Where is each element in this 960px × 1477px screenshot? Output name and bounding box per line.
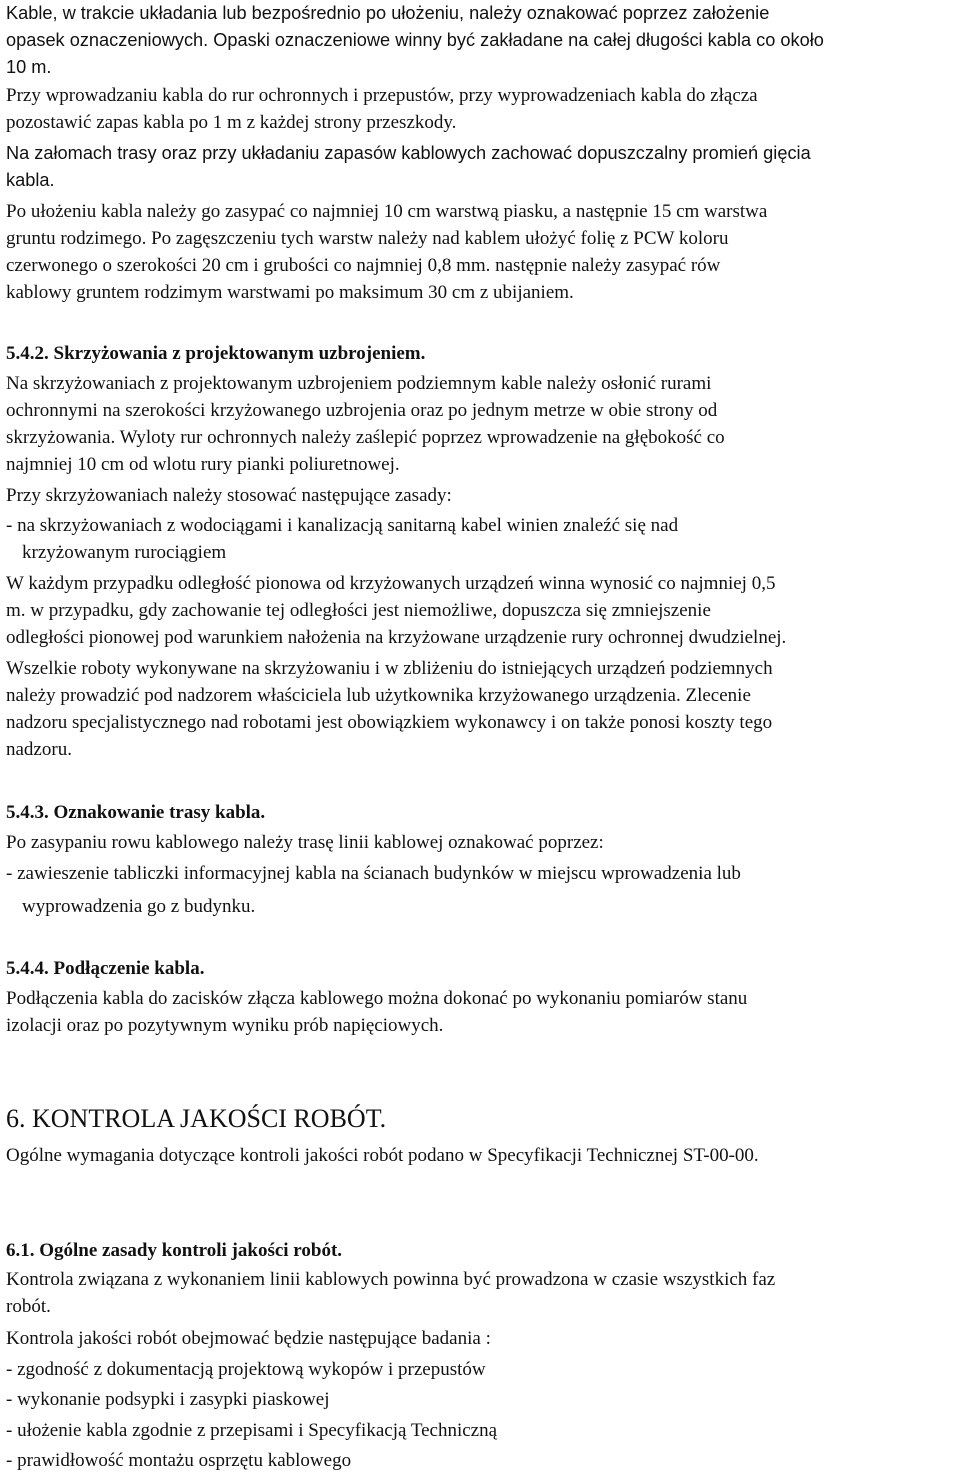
section-heading: 6.1. Ogólne zasady kontroli jakości robót. (6, 1240, 343, 1261)
list-item: - ułożenie kabla zgodnie z przepisami i Specyfikacją Techniczną (6, 1420, 498, 1441)
list-item: - prawidłowość montażu osprzętu kablowego (6, 1450, 352, 1471)
paragraph-line: należy prowadzić pod nadzorem właściciela lub użytkownika krzyżowanego urządzenia. Zlecenie (6, 685, 751, 706)
chapter-heading: 6. KONTROLA JAKOŚCI ROBÓT. (6, 1104, 387, 1133)
list-item: - wykonanie podsypki i zasypki piaskowej (6, 1389, 330, 1410)
paragraph-line: Przy skrzyżowaniach należy stosować następujące zasady: (6, 485, 452, 506)
list-item-continuation: krzyżowanym rurociągiem (22, 542, 227, 563)
paragraph-line: izolacji oraz po pozytywnym wyniku prób napięciowych. (6, 1015, 444, 1036)
paragraph-line: Po zasypaniu rowu kablowego należy trasę linii kablowej oznakować poprzez: (6, 832, 604, 853)
paragraph-line: skrzyżowania. Wyloty rur ochronnych należy zaślepić poprzez wprowadzenie na głębokość co (6, 427, 725, 448)
paragraph-line: gruntu rodzimego. Po zagęszczeniu tych warstw należy nad kablem ułożyć folię z PCW koloru (6, 228, 729, 249)
paragraph-line: 10 m. (6, 57, 52, 77)
paragraph-line: nadzoru. (6, 739, 72, 760)
paragraph-line: ochronnymi na szerokości krzyżowanego uzbrojenia oraz po jednym metrze w obie strony od (6, 400, 718, 421)
paragraph-line: opasek oznaczeniowych. Opaski oznaczeniowe winny być zakładane na całej długości kabla co około (6, 30, 824, 50)
list-item: - zgodność z dokumentacją projektową wykopów i przepustów (6, 1359, 486, 1380)
paragraph-line: odległości pionowej pod warunkiem nałożenia na krzyżowane urządzenie rury ochronnej dwudzielnej. (6, 627, 787, 648)
section-heading: 5.4.3. Oznakowanie trasy kabla. (6, 802, 266, 823)
paragraph-line: Kontrola związana z wykonaniem linii kablowych powinna być prowadzona w czasie wszystkich faz (6, 1269, 776, 1290)
paragraph-line: Podłączenia kabla do zacisków złącza kablowego można dokonać po wykonaniu pomiarów stanu (6, 988, 748, 1009)
paragraph-line: m. w przypadku, gdy zachowanie tej odległości jest niemożliwe, dopuszcza się zmniejszenie (6, 600, 711, 621)
paragraph-line: Wszelkie roboty wykonywane na skrzyżowaniu i w zbliżeniu do istniejących urządzeń podziemnych (6, 658, 773, 679)
section-heading: 5.4.4. Podłączenie kabla. (6, 958, 205, 979)
paragraph-line: Kable, w trakcie układania lub bezpośrednio po ułożeniu, należy oznakować poprzez założenie (6, 3, 770, 23)
paragraph-line: Na załomach trasy oraz przy układaniu zapasów kablowych zachować dopuszczalny promień gięcia (6, 143, 811, 163)
paragraph-line: robót. (6, 1296, 51, 1317)
list-item-continuation: wyprowadzenia go z budynku. (22, 896, 256, 917)
list-item: - na skrzyżowaniach z wodociągami i kanalizacją sanitarną kabel winien znaleźć się nad (6, 515, 679, 536)
paragraph-line: Na skrzyżowaniach z projektowanym uzbrojeniem podziemnym kable należy osłonić rurami (6, 373, 712, 394)
paragraph-line: pozostawić zapas kabla po 1 m z każdej strony przeszkody. (6, 112, 457, 133)
paragraph-line: nadzoru specjalistycznego nad robotami jest obowiązkiem wykonawcy i on także ponosi koszty tego (6, 712, 773, 733)
paragraph-line: Przy wprowadzaniu kabla do rur ochronnych i przepustów, przy wyprowadzeniach kabla do złącza (6, 85, 758, 106)
paragraph-line: czerwonego o szerokości 20 cm i grubości co najmniej 0,8 mm. następnie należy zasypać rów (6, 255, 721, 276)
paragraph-line: Kontrola jakości robót obejmować będzie następujące badania : (6, 1328, 491, 1349)
section-heading: 5.4.2. Skrzyżowania z projektowanym uzbrojeniem. (6, 343, 426, 364)
paragraph-line: Ogólne wymagania dotyczące kontroli jakości robót podano w Specyfikacji Technicznej ST-00-00. (6, 1145, 759, 1166)
paragraph-line: najmniej 10 cm od wlotu rury pianki poliuretnowej. (6, 454, 400, 475)
list-item: - zawieszenie tabliczki informacyjnej kabla na ścianach budynków w miejscu wprowadzenia lub (6, 863, 741, 884)
paragraph-line: kablowy gruntem rodzimym warstwami po maksimum 30 cm z ubijaniem. (6, 282, 574, 303)
paragraph-line: kabla. (6, 170, 55, 190)
paragraph-line: Po ułożeniu kabla należy go zasypać co najmniej 10 cm warstwą piasku, a następnie 15 cm warstwa (6, 201, 768, 222)
paragraph-line: W każdym przypadku odległość pionowa od krzyżowanych urządzeń winna wynosić co najmniej 0,5 (6, 573, 776, 594)
